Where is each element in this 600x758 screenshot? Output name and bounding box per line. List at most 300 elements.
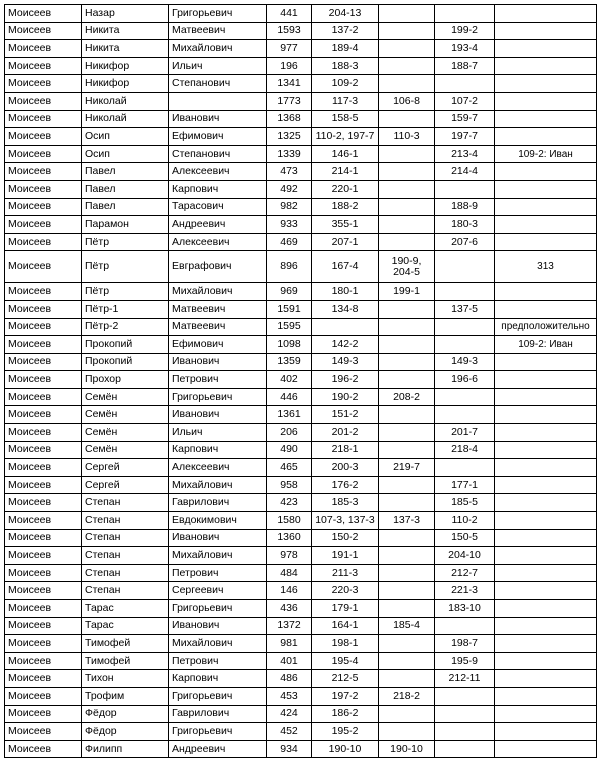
ref-3-cell: 188-7 (435, 57, 495, 75)
ref-3-cell: 149-3 (435, 353, 495, 371)
note-cell: предположительно (495, 318, 597, 336)
ref-1-cell: 149-3 (312, 353, 379, 371)
ref-1-cell: 355-1 (312, 216, 379, 234)
ref-2-cell: 185-4 (379, 617, 435, 635)
patronymic-cell: Карпович (169, 441, 267, 459)
surname-cell: Моисеев (5, 300, 82, 318)
surname-cell: Моисеев (5, 388, 82, 406)
ref-3-cell (435, 5, 495, 23)
ref-2-cell: 106-8 (379, 92, 435, 110)
number-cell: 977 (267, 40, 312, 58)
surname-cell: Моисеев (5, 687, 82, 705)
ref-2-cell (379, 441, 435, 459)
number-cell: 1595 (267, 318, 312, 336)
ref-3-cell: 188-9 (435, 198, 495, 216)
table-row (5, 740, 597, 758)
ref-3-cell: 185-5 (435, 494, 495, 512)
table-row (5, 163, 597, 181)
ref-1-cell: 150-2 (312, 529, 379, 547)
ref-2-cell (379, 110, 435, 128)
ref-2-cell (379, 353, 435, 371)
surname-cell: Моисеев (5, 635, 82, 653)
ref-2-cell (379, 670, 435, 688)
patronymic-cell: Евдокимович (169, 512, 267, 530)
ref-3-cell (435, 388, 495, 406)
number-cell: 206 (267, 424, 312, 442)
ref-2-cell (379, 652, 435, 670)
number-cell: 1593 (267, 22, 312, 40)
first-name-cell: Трофим (82, 687, 169, 705)
surname-cell: Моисеев (5, 476, 82, 494)
table-row (5, 318, 597, 336)
table-row (5, 441, 597, 459)
table-row (5, 635, 597, 653)
note-cell (495, 406, 597, 424)
number-cell: 1361 (267, 406, 312, 424)
note-cell (495, 547, 597, 565)
ref-3-cell: 177-1 (435, 476, 495, 494)
number-cell: 441 (267, 5, 312, 23)
ref-2-cell (379, 233, 435, 251)
note-cell (495, 163, 597, 181)
patronymic-cell: Андреевич (169, 740, 267, 758)
first-name-cell: Николай (82, 110, 169, 128)
surname-cell: Моисеев (5, 652, 82, 670)
patronymic-cell: Петрович (169, 371, 267, 389)
first-name-cell: Назар (82, 5, 169, 23)
surname-cell: Моисеев (5, 441, 82, 459)
surname-cell: Моисеев (5, 40, 82, 58)
ref-3-cell: 195-9 (435, 652, 495, 670)
first-name-cell: Павел (82, 198, 169, 216)
table-row (5, 110, 597, 128)
ref-1-cell: 134-8 (312, 300, 379, 318)
first-name-cell: Фёдор (82, 705, 169, 723)
note-cell (495, 5, 597, 23)
first-name-cell: Тимофей (82, 635, 169, 653)
first-name-cell: Степан (82, 582, 169, 600)
first-name-cell: Сергей (82, 476, 169, 494)
ref-3-cell: 207-6 (435, 233, 495, 251)
table-row (5, 145, 597, 163)
table-row (5, 670, 597, 688)
note-cell (495, 388, 597, 406)
note-cell (495, 740, 597, 758)
note-cell (495, 283, 597, 301)
table-row (5, 617, 597, 635)
patronymic-cell: Ильич (169, 424, 267, 442)
ref-3-cell (435, 705, 495, 723)
ref-1-cell: 190-10 (312, 740, 379, 758)
ref-2-cell (379, 336, 435, 354)
patronymic-cell: Матвеевич (169, 22, 267, 40)
ref-1-cell: 176-2 (312, 476, 379, 494)
number-cell: 401 (267, 652, 312, 670)
ref-3-cell: 214-4 (435, 163, 495, 181)
ref-2-cell (379, 180, 435, 198)
note-cell (495, 652, 597, 670)
ref-2-cell (379, 635, 435, 653)
surname-cell: Моисеев (5, 216, 82, 234)
number-cell: 1372 (267, 617, 312, 635)
surname-cell: Моисеев (5, 110, 82, 128)
patronymic-cell: Алексеевич (169, 163, 267, 181)
first-name-cell: Осип (82, 128, 169, 146)
note-cell (495, 216, 597, 234)
patronymic-cell: Тарасович (169, 198, 267, 216)
note-cell (495, 300, 597, 318)
first-name-cell: Осип (82, 145, 169, 163)
ref-3-cell (435, 251, 495, 283)
number-cell: 453 (267, 687, 312, 705)
ref-1-cell: 220-3 (312, 582, 379, 600)
first-name-cell: Пётр (82, 233, 169, 251)
number-cell: 436 (267, 600, 312, 618)
ref-1-cell: 151-2 (312, 406, 379, 424)
patronymic-cell: Алексеевич (169, 233, 267, 251)
ref-1-cell: 137-2 (312, 22, 379, 40)
table-row (5, 512, 597, 530)
first-name-cell: Прокопий (82, 353, 169, 371)
number-cell: 196 (267, 57, 312, 75)
number-cell: 978 (267, 547, 312, 565)
surname-cell: Моисеев (5, 529, 82, 547)
ref-3-cell: 196-6 (435, 371, 495, 389)
ref-2-cell: 137-3 (379, 512, 435, 530)
number-cell: 473 (267, 163, 312, 181)
register-table-body (5, 5, 597, 758)
patronymic-cell: Петрович (169, 652, 267, 670)
register-table (4, 4, 597, 758)
first-name-cell: Филипп (82, 740, 169, 758)
ref-2-cell (379, 75, 435, 93)
first-name-cell: Тарас (82, 600, 169, 618)
note-cell: 313 (495, 251, 597, 283)
ref-3-cell: 213-4 (435, 145, 495, 163)
ref-1-cell: 207-1 (312, 233, 379, 251)
ref-1-cell: 107-3, 137-3 (312, 512, 379, 530)
number-cell: 1580 (267, 512, 312, 530)
ref-1-cell: 110-2, 197-7 (312, 128, 379, 146)
ref-3-cell (435, 723, 495, 741)
ref-1-cell: 180-1 (312, 283, 379, 301)
ref-2-cell (379, 145, 435, 163)
patronymic-cell: Григорьевич (169, 388, 267, 406)
first-name-cell: Тарас (82, 617, 169, 635)
surname-cell: Моисеев (5, 283, 82, 301)
table-row (5, 424, 597, 442)
number-cell: 981 (267, 635, 312, 653)
number-cell: 1341 (267, 75, 312, 93)
ref-1-cell: 188-2 (312, 198, 379, 216)
first-name-cell: Прохор (82, 371, 169, 389)
number-cell: 423 (267, 494, 312, 512)
first-name-cell: Пётр (82, 251, 169, 283)
ref-3-cell (435, 75, 495, 93)
ref-3-cell: 221-3 (435, 582, 495, 600)
patronymic-cell: Михайлович (169, 635, 267, 653)
ref-1-cell: 189-4 (312, 40, 379, 58)
patronymic-cell: Гаврилович (169, 494, 267, 512)
number-cell: 933 (267, 216, 312, 234)
table-row (5, 476, 597, 494)
ref-2-cell (379, 494, 435, 512)
patronymic-cell: Григорьевич (169, 723, 267, 741)
first-name-cell: Павел (82, 163, 169, 181)
ref-2-cell (379, 163, 435, 181)
ref-1-cell: 195-4 (312, 652, 379, 670)
table-row (5, 388, 597, 406)
table-row (5, 723, 597, 741)
ref-1-cell (312, 318, 379, 336)
ref-3-cell: 199-2 (435, 22, 495, 40)
note-cell (495, 180, 597, 198)
first-name-cell: Степан (82, 512, 169, 530)
patronymic-cell: Карпович (169, 670, 267, 688)
table-row (5, 57, 597, 75)
table-row (5, 40, 597, 58)
note-cell (495, 617, 597, 635)
ref-2-cell (379, 57, 435, 75)
ref-3-cell: 193-4 (435, 40, 495, 58)
ref-3-cell: 107-2 (435, 92, 495, 110)
number-cell: 1098 (267, 336, 312, 354)
ref-1-cell: 211-3 (312, 564, 379, 582)
ref-3-cell: 212-11 (435, 670, 495, 688)
surname-cell: Моисеев (5, 57, 82, 75)
patronymic-cell: Андреевич (169, 216, 267, 234)
number-cell: 484 (267, 564, 312, 582)
ref-2-cell (379, 216, 435, 234)
number-cell: 982 (267, 198, 312, 216)
surname-cell: Моисеев (5, 5, 82, 23)
surname-cell: Моисеев (5, 582, 82, 600)
table-row (5, 406, 597, 424)
surname-cell: Моисеев (5, 406, 82, 424)
patronymic-cell: Михайлович (169, 547, 267, 565)
ref-3-cell (435, 687, 495, 705)
ref-1-cell: 196-2 (312, 371, 379, 389)
number-cell: 446 (267, 388, 312, 406)
number-cell: 934 (267, 740, 312, 758)
note-cell (495, 723, 597, 741)
first-name-cell: Никифор (82, 75, 169, 93)
ref-3-cell: 110-2 (435, 512, 495, 530)
ref-2-cell: 208-2 (379, 388, 435, 406)
ref-3-cell (435, 740, 495, 758)
ref-3-cell: 198-7 (435, 635, 495, 653)
first-name-cell: Никифор (82, 57, 169, 75)
ref-1-cell: 198-1 (312, 635, 379, 653)
number-cell: 1325 (267, 128, 312, 146)
ref-1-cell: 188-3 (312, 57, 379, 75)
ref-2-cell (379, 5, 435, 23)
patronymic-cell: Степанович (169, 145, 267, 163)
note-cell (495, 353, 597, 371)
table-row (5, 353, 597, 371)
surname-cell: Моисеев (5, 705, 82, 723)
first-name-cell: Тихон (82, 670, 169, 688)
table-row (5, 251, 597, 283)
table-row (5, 459, 597, 477)
table-row (5, 547, 597, 565)
patronymic-cell: Ильич (169, 57, 267, 75)
ref-3-cell (435, 617, 495, 635)
ref-3-cell: 212-7 (435, 564, 495, 582)
patronymic-cell: Михайлович (169, 40, 267, 58)
patronymic-cell: Иванович (169, 529, 267, 547)
note-cell (495, 476, 597, 494)
table-row (5, 582, 597, 600)
note-cell: 109-2: Иван (495, 336, 597, 354)
patronymic-cell: Матвеевич (169, 300, 267, 318)
surname-cell: Моисеев (5, 740, 82, 758)
ref-1-cell: 195-2 (312, 723, 379, 741)
note-cell (495, 75, 597, 93)
patronymic-cell: Петрович (169, 564, 267, 582)
surname-cell: Моисеев (5, 547, 82, 565)
table-row (5, 22, 597, 40)
number-cell: 424 (267, 705, 312, 723)
surname-cell: Моисеев (5, 233, 82, 251)
patronymic-cell: Иванович (169, 353, 267, 371)
table-row (5, 687, 597, 705)
patronymic-cell: Гаврилович (169, 705, 267, 723)
note-cell (495, 687, 597, 705)
ref-3-cell: 159-7 (435, 110, 495, 128)
note-cell (495, 371, 597, 389)
number-cell: 490 (267, 441, 312, 459)
patronymic-cell: Григорьевич (169, 687, 267, 705)
surname-cell: Моисеев (5, 318, 82, 336)
ref-1-cell: 179-1 (312, 600, 379, 618)
number-cell: 492 (267, 180, 312, 198)
table-row (5, 371, 597, 389)
ref-2-cell: 190-9, 204-5 (379, 251, 435, 283)
ref-1-cell: 117-3 (312, 92, 379, 110)
ref-1-cell: 191-1 (312, 547, 379, 565)
table-row (5, 198, 597, 216)
patronymic-cell: Иванович (169, 110, 267, 128)
ref-2-cell (379, 424, 435, 442)
first-name-cell: Никита (82, 40, 169, 58)
ref-2-cell (379, 547, 435, 565)
table-row (5, 336, 597, 354)
ref-2-cell (379, 564, 435, 582)
table-row (5, 216, 597, 234)
ref-3-cell (435, 283, 495, 301)
ref-3-cell (435, 406, 495, 424)
ref-2-cell: 199-1 (379, 283, 435, 301)
patronymic-cell: Михайлович (169, 476, 267, 494)
table-row (5, 92, 597, 110)
number-cell: 969 (267, 283, 312, 301)
surname-cell: Моисеев (5, 336, 82, 354)
ref-1-cell: 197-2 (312, 687, 379, 705)
note-cell (495, 635, 597, 653)
first-name-cell: Прокопий (82, 336, 169, 354)
ref-1-cell: 164-1 (312, 617, 379, 635)
surname-cell: Моисеев (5, 723, 82, 741)
ref-1-cell: 212-5 (312, 670, 379, 688)
table-row (5, 705, 597, 723)
patronymic-cell: Ефимович (169, 336, 267, 354)
first-name-cell: Сергей (82, 459, 169, 477)
first-name-cell: Семён (82, 406, 169, 424)
number-cell: 958 (267, 476, 312, 494)
patronymic-cell: Григорьевич (169, 600, 267, 618)
first-name-cell: Никита (82, 22, 169, 40)
number-cell: 1773 (267, 92, 312, 110)
note-cell (495, 600, 597, 618)
ref-1-cell: 167-4 (312, 251, 379, 283)
ref-1-cell: 218-1 (312, 441, 379, 459)
surname-cell: Моисеев (5, 75, 82, 93)
first-name-cell: Степан (82, 529, 169, 547)
first-name-cell: Семён (82, 424, 169, 442)
ref-3-cell: 180-3 (435, 216, 495, 234)
surname-cell: Моисеев (5, 92, 82, 110)
table-row (5, 283, 597, 301)
table-row (5, 233, 597, 251)
surname-cell: Моисеев (5, 617, 82, 635)
ref-3-cell: 183-10 (435, 600, 495, 618)
table-row (5, 300, 597, 318)
first-name-cell: Николай (82, 92, 169, 110)
note-cell (495, 128, 597, 146)
patronymic-cell: Григорьевич (169, 5, 267, 23)
first-name-cell: Степан (82, 494, 169, 512)
ref-2-cell (379, 22, 435, 40)
first-name-cell: Пётр (82, 283, 169, 301)
surname-cell: Моисеев (5, 600, 82, 618)
number-cell: 1360 (267, 529, 312, 547)
table-row (5, 128, 597, 146)
patronymic-cell: Матвеевич (169, 318, 267, 336)
first-name-cell: Пётр-1 (82, 300, 169, 318)
ref-1-cell: 201-2 (312, 424, 379, 442)
note-cell: 109-2: Иван (495, 145, 597, 163)
ref-1-cell: 214-1 (312, 163, 379, 181)
note-cell (495, 198, 597, 216)
table-row (5, 564, 597, 582)
note-cell (495, 564, 597, 582)
note-cell (495, 441, 597, 459)
note-cell (495, 233, 597, 251)
first-name-cell: Павел (82, 180, 169, 198)
surname-cell: Моисеев (5, 512, 82, 530)
first-name-cell: Семён (82, 441, 169, 459)
surname-cell: Моисеев (5, 564, 82, 582)
ref-2-cell (379, 529, 435, 547)
ref-1-cell: 200-3 (312, 459, 379, 477)
note-cell (495, 529, 597, 547)
ref-2-cell (379, 406, 435, 424)
table-row (5, 494, 597, 512)
ref-2-cell (379, 300, 435, 318)
ref-3-cell (435, 318, 495, 336)
patronymic-cell: Ефимович (169, 128, 267, 146)
ref-3-cell (435, 336, 495, 354)
ref-2-cell (379, 318, 435, 336)
ref-2-cell (379, 723, 435, 741)
note-cell (495, 582, 597, 600)
ref-2-cell (379, 371, 435, 389)
table-row (5, 5, 597, 23)
ref-2-cell (379, 40, 435, 58)
ref-3-cell: 197-7 (435, 128, 495, 146)
number-cell: 465 (267, 459, 312, 477)
